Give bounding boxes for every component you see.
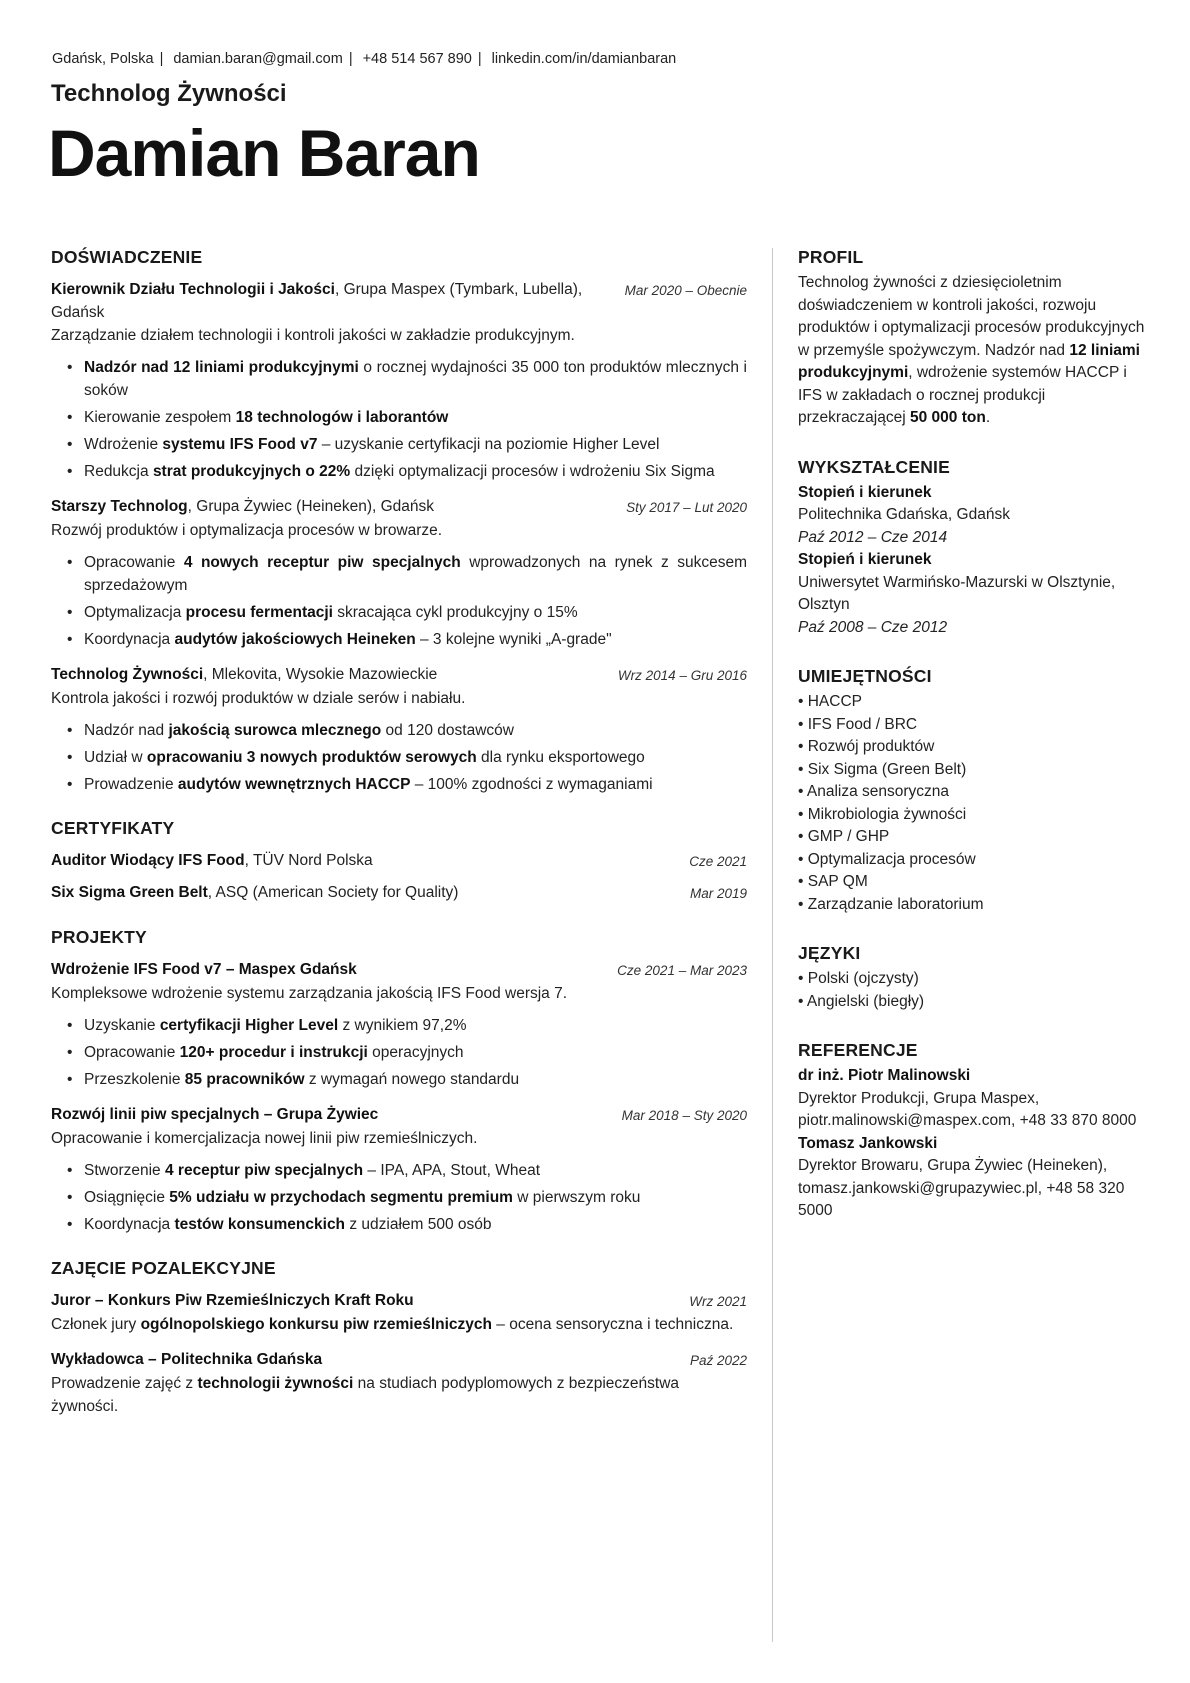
project-bullet: • Osiągnięcie 5% udziału w przychodach segmentu premium w pierwszym roku bbox=[51, 1186, 747, 1209]
project-bullet: • Uzyskanie certyfikacji Higher Level z wynikiem 97,2% bbox=[51, 1014, 747, 1037]
skill-item: • Optymalizacja procesów bbox=[798, 849, 1148, 872]
reference-info: Dyrektor Produkcji, Grupa Maspex, piotr.malinowski@maspex.com, +48 33 870 8000 bbox=[798, 1089, 1137, 1129]
skill-item: • SAP QM bbox=[798, 871, 1148, 894]
job-bullet: • Optymalizacja procesu fermentacji skracająca cykl produkcyjny o 15% bbox=[51, 601, 747, 624]
job-date: Wrz 2014 – Gru 2016 bbox=[617, 668, 747, 683]
extracurricular-title: Juror – Konkurs Piw Rzemieślniczych Kraft Roku bbox=[51, 1292, 414, 1309]
extracurricular-entry bbox=[51, 1348, 747, 1418]
job-bullet: • Redukcja strat produkcyjnych o 22% dzięki optymalizacji procesów i wdrożeniu Six Sigma bbox=[51, 460, 747, 483]
project-bullet: • Stworzenie 4 receptur piw specjalnych – IPA, APA, Stout, Wheat bbox=[51, 1159, 747, 1182]
languages-section bbox=[798, 943, 1148, 1013]
job-description: Zarządzanie działem technologii i kontroli jakości w zakładzie produkcyjnym. bbox=[51, 327, 575, 344]
contact-separator: | bbox=[477, 51, 482, 67]
certificate-item: Six Sigma Green Belt, ASQ (American Society for Quality) Mar 2019 bbox=[51, 881, 747, 905]
certificate-date: Cze 2021 bbox=[689, 854, 747, 869]
candidate-name: Damian Baran bbox=[48, 116, 480, 190]
project-bullet: • Przeszkolenie 85 pracowników z wymagań nowego standardu bbox=[51, 1068, 747, 1091]
project-description: Kompleksowe wdrożenie systemu zarządzania jakością IFS Food wersja 7. bbox=[51, 985, 568, 1002]
job-bullet: • Wdrożenie systemu IFS Food v7 – uzyskanie certyfikacji na poziomie Higher Level bbox=[51, 433, 747, 456]
job-org: , Grupa Żywiec (Heineken), Gdańsk bbox=[187, 498, 435, 515]
education-school: Politechnika Gdańska, Gdańsk bbox=[798, 506, 1010, 523]
skill-item: • Zarządzanie laboratorium bbox=[798, 894, 1148, 917]
experience-heading: DOŚWIADCZENIE bbox=[51, 247, 203, 267]
experience-entry bbox=[51, 495, 747, 651]
reference-name: Tomasz Jankowski bbox=[798, 1134, 938, 1152]
job-title: Technolog Żywności bbox=[51, 80, 287, 107]
education-section bbox=[798, 457, 1148, 640]
contact-email[interactable]: damian.baran@gmail.com bbox=[173, 51, 343, 67]
skills-section bbox=[798, 666, 1148, 916]
certificate-item: Auditor Wiodący IFS Food, TÜV Nord Polska Cze 2021 bbox=[51, 849, 747, 873]
project-entry bbox=[51, 958, 747, 1091]
extracurricular-entry bbox=[51, 1289, 747, 1336]
projects-heading: PROJEKTY bbox=[51, 927, 147, 947]
job-org: , Grupa Maspex (Tymbark, Lubella), Gdańsk bbox=[51, 281, 583, 321]
job-bullet: • Prowadzenie audytów wewnętrznych HACCP – 100% zgodności z wymaganiami bbox=[51, 773, 747, 796]
contact-separator: | bbox=[348, 51, 353, 67]
job-role: Kierownik Działu Technologii i Jakości bbox=[51, 281, 335, 298]
job-role: Technolog Żywności bbox=[51, 666, 204, 683]
profile-heading: PROFIL bbox=[798, 247, 864, 267]
certificate-date: Mar 2019 bbox=[689, 886, 747, 901]
education-degree: Stopień i kierunek bbox=[798, 551, 932, 568]
project-date: Cze 2021 – Mar 2023 bbox=[617, 963, 747, 978]
project-title: Rozwój linii piw specjalnych – Grupa Żywiec bbox=[51, 1106, 379, 1123]
contact-linkedin[interactable]: linkedin.com/in/damianbaran bbox=[491, 51, 677, 67]
language-item: • Angielski (biegły) bbox=[798, 991, 1148, 1014]
language-item: • Polski (ojczysty) bbox=[798, 968, 1148, 991]
education-dates: Paź 2012 – Cze 2014 bbox=[798, 528, 948, 546]
skill-item: • Rozwój produktów bbox=[798, 736, 1148, 759]
reference-info: Dyrektor Browaru, Grupa Żywiec (Heineken), tomasz.jankowski@grupazywiec.pl, +48 58 320 5000 bbox=[798, 1157, 1125, 1219]
project-description: Opracowanie i komercjalizacja nowej linii piw rzemieślniczych. bbox=[51, 1130, 478, 1147]
sidebar-column bbox=[798, 247, 1148, 1250]
extracurricular-title: Wykładowca – Politechnika Gdańska bbox=[51, 1351, 323, 1368]
education-school: Uniwersytet Warmińsko-Mazurski w Olsztynie, Olsztyn bbox=[798, 573, 1116, 613]
job-bullet: • Nadzór nad jakością surowca mlecznego od 120 dostawców bbox=[51, 719, 747, 742]
main-column bbox=[51, 247, 747, 1430]
languages-heading: JĘZYKI bbox=[798, 943, 861, 963]
job-date: Mar 2020 – Obecnie bbox=[624, 283, 747, 298]
education-degree: Stopień i kierunek bbox=[798, 483, 932, 501]
profile-section bbox=[798, 247, 1148, 430]
extracurricular-date: Wrz 2021 bbox=[689, 1294, 747, 1309]
profile-text: Technolog żywności z dziesięcioletnim doświadczeniem w kontroli jakości, rozwoju produktów i optymalizacji procesów produkcyjnych w przemyśle spożywczym. Nadzór nad 12 liniami produkcyjnymi, wdrożenie systemów HACCP i IFS w zakładach o rocznej produkcji przekraczającej 50 000 ton. bbox=[798, 274, 1145, 426]
job-description: Kontrola jakości i rozwój produktów w dziale serów i nabiału. bbox=[51, 690, 466, 707]
certificates-heading: CERTYFIKATY bbox=[51, 818, 175, 838]
education-dates: Paź 2008 – Cze 2012 bbox=[798, 618, 948, 636]
job-bullet: • Opracowanie 4 nowych receptur piw specjalnych wprowadzonych na rynek z sukcesem sprzedażowym bbox=[51, 551, 747, 597]
extracurricular-heading: ZAJĘCIE POZALEKCYJNE bbox=[51, 1258, 276, 1278]
skill-item: • Analiza sensoryczna bbox=[798, 781, 1148, 804]
references-heading: REFERENCJE bbox=[798, 1040, 918, 1060]
project-bullet: • Opracowanie 120+ procedur i instrukcji operacyjnych bbox=[51, 1041, 747, 1064]
job-bullet: • Udział w opracowaniu 3 nowych produktów serowych dla rynku eksportowego bbox=[51, 746, 747, 769]
references-section bbox=[798, 1040, 1148, 1223]
job-description: Rozwój produktów i optymalizacja procesów w browarze. bbox=[51, 522, 443, 539]
contact-separator: | bbox=[159, 51, 164, 67]
job-bullet: • Nadzór nad 12 liniami produkcyjnymi o rocznej wydajności 35 000 ton produktów mlecznych i soków bbox=[51, 356, 747, 402]
job-date: Sty 2017 – Lut 2020 bbox=[626, 500, 747, 515]
project-entry bbox=[51, 1103, 747, 1236]
experience-entry bbox=[51, 278, 747, 483]
contact-phone[interactable]: +48 514 567 890 bbox=[362, 51, 472, 67]
job-bullet: • Kierowanie zespołem 18 technologów i laborantów bbox=[51, 406, 747, 429]
skill-item: • GMP / GHP bbox=[798, 826, 1148, 849]
skill-item: • Mikrobiologia żywności bbox=[798, 804, 1148, 827]
skill-item: • IFS Food / BRC bbox=[798, 714, 1148, 737]
job-org: , Mlekovita, Wysokie Mazowieckie bbox=[203, 666, 438, 683]
reference-name: dr inż. Piotr Malinowski bbox=[798, 1067, 971, 1084]
project-bullet: • Koordynacja testów konsumenckich z udziałem 500 osób bbox=[51, 1213, 747, 1236]
extracurricular-date: Paź 2022 bbox=[689, 1353, 747, 1368]
project-date: Mar 2018 – Sty 2020 bbox=[621, 1108, 747, 1123]
project-title: Wdrożenie IFS Food v7 – Maspex Gdańsk bbox=[51, 961, 357, 978]
column-divider bbox=[772, 248, 773, 1642]
job-role: Starszy Technolog bbox=[51, 498, 188, 515]
contact-location: Gdańsk, Polska bbox=[52, 51, 154, 67]
skill-item: • HACCP bbox=[798, 691, 1148, 714]
skills-heading: UMIEJĘTNOŚCI bbox=[798, 666, 932, 686]
experience-entry bbox=[51, 663, 747, 796]
contact-line bbox=[52, 51, 676, 67]
skill-item: • Six Sigma (Green Belt) bbox=[798, 759, 1148, 782]
education-heading: WYKSZTAŁCENIE bbox=[798, 456, 950, 477]
extracurricular-description: Członek jury ogólnopolskiego konkursu piw rzemieślniczych – ocena sensoryczna i techniczna. bbox=[51, 1316, 734, 1333]
extracurricular-description: Prowadzenie zajęć z technologii żywności na studiach podyplomowych z bezpieczeństwa żywności. bbox=[51, 1375, 680, 1415]
job-bullet: • Koordynacja audytów jakościowych Heineken – 3 kolejne wyniki „A-grade" bbox=[51, 628, 747, 651]
